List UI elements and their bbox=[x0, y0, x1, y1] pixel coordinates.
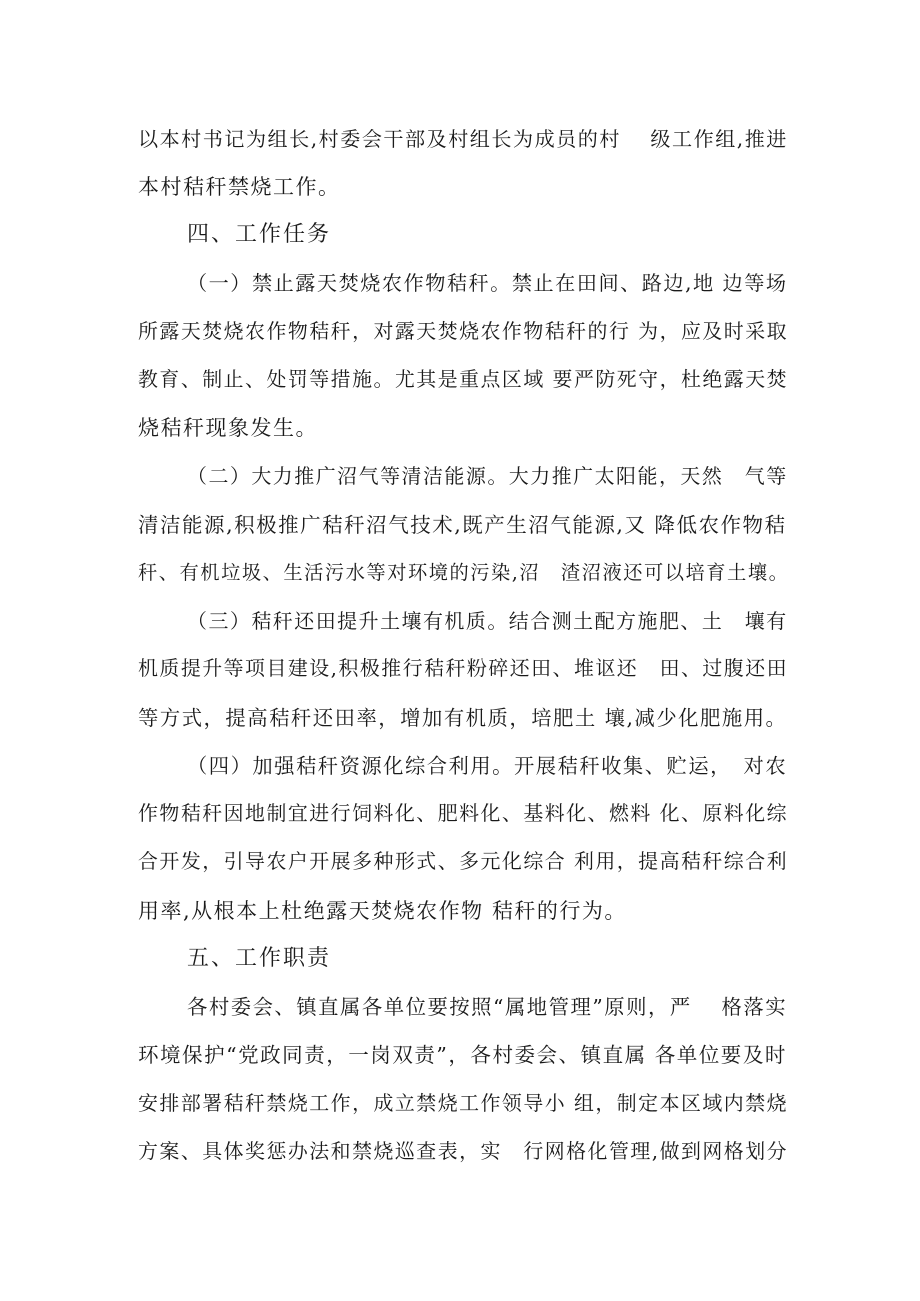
paragraph-2-line-2: 清洁能源,积极推广秸秆沼气技术,既产生沼气能源,又 降低农作物秸 bbox=[138, 513, 787, 537]
paragraph-3-line-1: （三）秸秆还田提升土壤有机质。结合测土配方施肥、土 壤有 bbox=[187, 609, 788, 633]
paragraph-2-line-3: 秆、有机垃圾、生活污水等对环境的污染,沼 渣沼液还可以培育土壤。 bbox=[138, 561, 790, 584]
paragraph-4-line-2: 作物秸秆因地制宜进行饲料化、肥料化、基料化、燃料 化、原料化综 bbox=[138, 802, 789, 825]
paragraph-4-line-3: 合开发，引导农户开展多种形式、多元化综合 利用，提高秸秆综合利 bbox=[138, 850, 789, 873]
paragraph-5-line-2: 环境保护“党政同责，一岗双责”，各村委会、镇直属 各单位要及时 bbox=[138, 1043, 787, 1067]
paragraph-5-line-3: 安排部署秸秆禁烧工作，成立禁烧工作领导小 组，制定本区域内禁烧 bbox=[138, 1092, 789, 1115]
paragraph-3-line-2: 机质提升等项目建设,积极推行秸秆粉碎还田、堆讴还 田、过腹还田 bbox=[138, 657, 789, 680]
section-heading-work-tasks: 四、工作任务 bbox=[187, 222, 332, 247]
paragraph-2-line-1: （二）大力推广沼气等清洁能源。大力推广太阳能，天然 气等 bbox=[187, 464, 788, 488]
section-heading-work-duties: 五、工作职责 bbox=[187, 946, 332, 971]
paragraph-0-line-2: 本村秸秆禁烧工作。 bbox=[138, 175, 341, 199]
paragraph-1-line-4: 烧秸秆现象发生。 bbox=[138, 416, 318, 440]
paragraph-5-line-4: 方案、具体奖惩办法和禁烧巡查表，实 行网格化管理,做到网格划分 bbox=[138, 1140, 789, 1163]
paragraph-1-line-2: 所露天焚烧农作物秸秆，对露天焚烧农作物秸秆的行 为，应及时采取 bbox=[138, 320, 789, 343]
paragraph-0-line-1: 以本村书记为组长,村委会干部及村组长为成员的村 级工作组,推进 bbox=[138, 127, 788, 151]
paragraph-4-line-4: 用率,从根本上杜绝露天焚烧农作物 秸秆的行为。 bbox=[138, 899, 627, 923]
paragraph-4-line-1: （四）加强秸秆资源化综合利用。开展秸秆收集、贮运， 对农 bbox=[187, 754, 788, 778]
paragraph-1-line-1: （一）禁止露天焚烧农作物秸秆。禁止在田间、路边,地 边等场 bbox=[187, 271, 788, 295]
paragraph-1-line-3: 教育、制止、处罚等措施。尤其是重点区域 要严防死守，杜绝露天焚 bbox=[138, 368, 789, 391]
paragraph-5-line-1: 各村委会、镇直属各单位要按照“属地管理”原则，严 格落实 bbox=[187, 995, 788, 1019]
paragraph-3-line-3: 等方式，提高秸秆还田率，增加有机质，培肥土 壤,减少化肥施用。 bbox=[138, 706, 788, 730]
